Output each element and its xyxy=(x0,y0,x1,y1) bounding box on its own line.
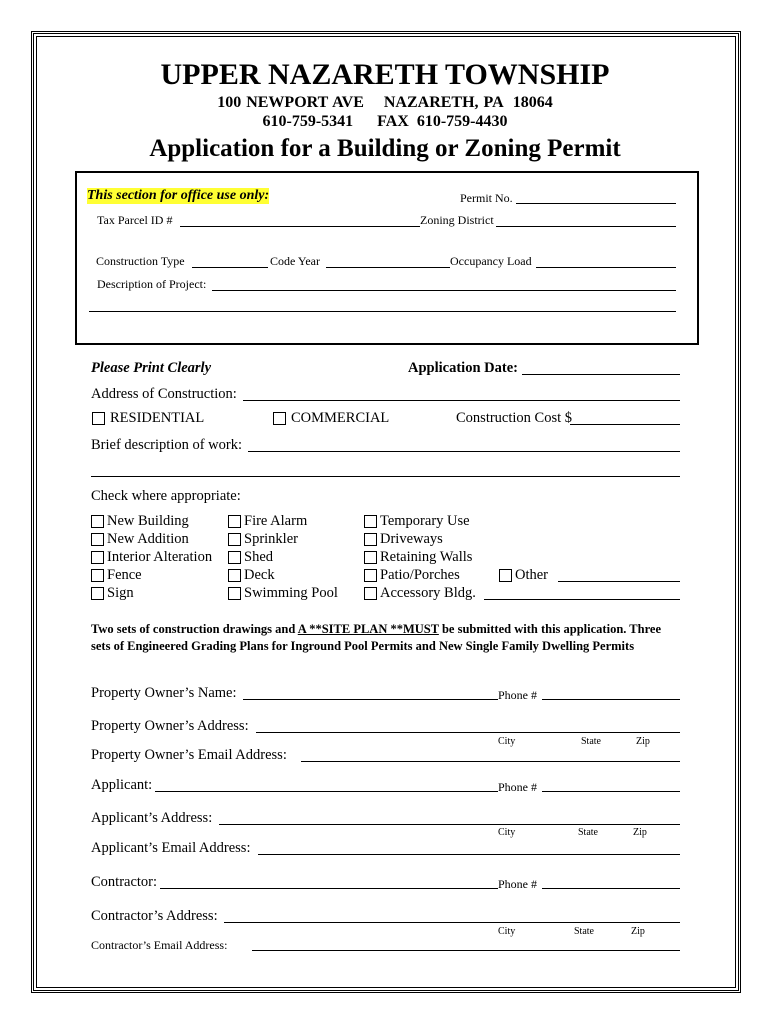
applicant-name-field[interactable] xyxy=(155,791,498,792)
permit-no-field[interactable] xyxy=(516,203,676,204)
commercial-label: COMMERCIAL xyxy=(291,410,390,426)
interior-alteration-checkbox[interactable] xyxy=(91,551,104,564)
description-project-field-2[interactable] xyxy=(89,311,676,312)
contractor-address-field[interactable] xyxy=(224,922,680,923)
occupancy-load-label: Occupancy Load xyxy=(450,254,532,268)
description-project-label: Description of Project: xyxy=(97,277,207,291)
owner-name-field[interactable] xyxy=(243,699,498,700)
zoning-district-label: Zoning District xyxy=(420,213,494,227)
new-building-label: New Building xyxy=(107,513,189,529)
temporary-use-label: Temporary Use xyxy=(380,513,470,529)
address-construction-label: Address of Construction: xyxy=(91,386,237,402)
brief-description-field[interactable] xyxy=(248,451,680,452)
applicant-state-label: State xyxy=(578,827,598,838)
new-building-checkbox[interactable] xyxy=(91,515,104,528)
owner-address-label: Property Owner’s Address: xyxy=(91,718,249,734)
sprinkler-label: Sprinkler xyxy=(244,531,298,547)
check-where-label: Check where appropriate: xyxy=(91,488,241,504)
contractor-email-label: Contractor’s Email Address: xyxy=(91,938,228,952)
patio-porches-checkbox[interactable] xyxy=(364,569,377,582)
fire-alarm-label: Fire Alarm xyxy=(244,513,308,529)
owner-zip-label: Zip xyxy=(636,736,650,747)
residential-label: RESIDENTIAL xyxy=(110,410,205,426)
address-construction-field[interactable] xyxy=(243,400,680,401)
contractor-name-field[interactable] xyxy=(160,888,498,889)
applicant-address-field[interactable] xyxy=(219,824,680,825)
deck-label: Deck xyxy=(244,567,275,583)
contractor-phone-label: Phone # xyxy=(498,877,537,891)
zoning-district-field[interactable] xyxy=(496,226,676,227)
owner-email-field[interactable] xyxy=(301,761,680,762)
notice-text-2: be submitted with this application. Three sets of Engineered Grading Plans for Inground Pool Permits and New Single Family Dwelling Permits xyxy=(91,622,661,653)
sign-checkbox[interactable] xyxy=(91,587,104,600)
code-year-label: Code Year xyxy=(270,254,320,268)
new-addition-checkbox[interactable] xyxy=(91,533,104,546)
occupancy-load-field[interactable] xyxy=(536,267,676,268)
description-project-field[interactable] xyxy=(212,290,676,291)
other-field[interactable] xyxy=(558,581,680,582)
other-checkbox[interactable] xyxy=(499,569,512,582)
contractor-address-label: Contractor’s Address: xyxy=(91,908,218,924)
accessory-bldg-field[interactable] xyxy=(484,599,680,600)
township-phone: 610-759-5341 FAX 610-759-4430 xyxy=(262,113,508,130)
applicant-city-label: City xyxy=(498,827,516,838)
applicant-email-field[interactable] xyxy=(258,854,680,855)
code-year-field[interactable] xyxy=(326,267,450,268)
owner-city-label: City xyxy=(498,736,516,747)
tax-parcel-label: Tax Parcel ID # xyxy=(97,213,173,227)
contractor-email-field[interactable] xyxy=(252,950,680,951)
applicant-name-label: Applicant: xyxy=(91,777,153,793)
driveways-label: Driveways xyxy=(380,531,443,547)
residential-checkbox[interactable] xyxy=(92,412,105,425)
shed-label: Shed xyxy=(244,549,273,565)
construction-cost-field[interactable] xyxy=(570,424,680,425)
retaining-walls-checkbox[interactable] xyxy=(364,551,377,564)
fence-checkbox[interactable] xyxy=(91,569,104,582)
other-label: Other xyxy=(515,567,549,583)
sign-label: Sign xyxy=(107,585,134,601)
patio-porches-label: Patio/Porches xyxy=(380,567,460,583)
notice-text-1: Two sets of construction drawings and xyxy=(91,622,298,636)
contractor-name-label: Contractor: xyxy=(91,874,158,890)
shed-checkbox[interactable] xyxy=(228,551,241,564)
commercial-checkbox[interactable] xyxy=(273,412,286,425)
owner-phone-label: Phone # xyxy=(498,688,537,702)
fire-alarm-checkbox[interactable] xyxy=(228,515,241,528)
construction-type-field[interactable] xyxy=(192,267,268,268)
applicant-phone-label: Phone # xyxy=(498,780,537,794)
applicant-address-label: Applicant’s Address: xyxy=(91,810,213,826)
owner-state-label: State xyxy=(581,736,601,747)
applicant-zip-label: Zip xyxy=(633,827,647,838)
driveways-checkbox[interactable] xyxy=(364,533,377,546)
application-date-field[interactable] xyxy=(522,374,680,375)
application-date-label: Application Date: xyxy=(408,360,518,376)
brief-description-label: Brief description of work: xyxy=(91,437,243,453)
sprinkler-checkbox[interactable] xyxy=(228,533,241,546)
owner-phone-field[interactable] xyxy=(542,699,680,700)
brief-description-field-2[interactable] xyxy=(91,476,680,477)
retaining-walls-label: Retaining Walls xyxy=(380,549,473,565)
swimming-pool-checkbox[interactable] xyxy=(228,587,241,600)
contractor-phone-field[interactable] xyxy=(542,888,680,889)
construction-cost-label: Construction Cost $ xyxy=(456,410,573,426)
new-addition-label: New Addition xyxy=(107,531,189,547)
fence-label: Fence xyxy=(107,567,142,583)
site-plan-requirement: A **SITE PLAN **MUST xyxy=(297,622,439,636)
township-address: 100 NEWPORT AVE NAZARETH, PA 18064 xyxy=(217,94,553,111)
interior-alteration-label: Interior Alteration xyxy=(107,549,213,565)
tax-parcel-field[interactable] xyxy=(180,226,420,227)
contractor-city-label: City xyxy=(498,926,516,937)
accessory-bldg-label: Accessory Bldg. xyxy=(380,585,476,601)
owner-email-label: Property Owner’s Email Address: xyxy=(91,747,287,763)
submission-notice xyxy=(91,621,671,655)
deck-checkbox[interactable] xyxy=(228,569,241,582)
swimming-pool-label: Swimming Pool xyxy=(244,585,338,601)
construction-type-label: Construction Type xyxy=(96,254,185,268)
temporary-use-checkbox[interactable] xyxy=(364,515,377,528)
applicant-phone-field[interactable] xyxy=(542,791,680,792)
owner-address-field[interactable] xyxy=(256,732,680,733)
form-title: Application for a Building or Zoning Permit xyxy=(149,135,621,162)
office-use-heading: This section for office use only: xyxy=(87,188,270,203)
print-clearly-note: Please Print Clearly xyxy=(91,360,212,376)
accessory-bldg-checkbox[interactable] xyxy=(364,587,377,600)
contractor-zip-label: Zip xyxy=(631,926,645,937)
township-title: UPPER NAZARETH TOWNSHIP xyxy=(160,58,610,91)
permit-no-label: Permit No. xyxy=(460,191,513,205)
owner-name-label: Property Owner’s Name: xyxy=(91,685,237,701)
applicant-email-label: Applicant’s Email Address: xyxy=(91,840,251,856)
contractor-state-label: State xyxy=(574,926,594,937)
